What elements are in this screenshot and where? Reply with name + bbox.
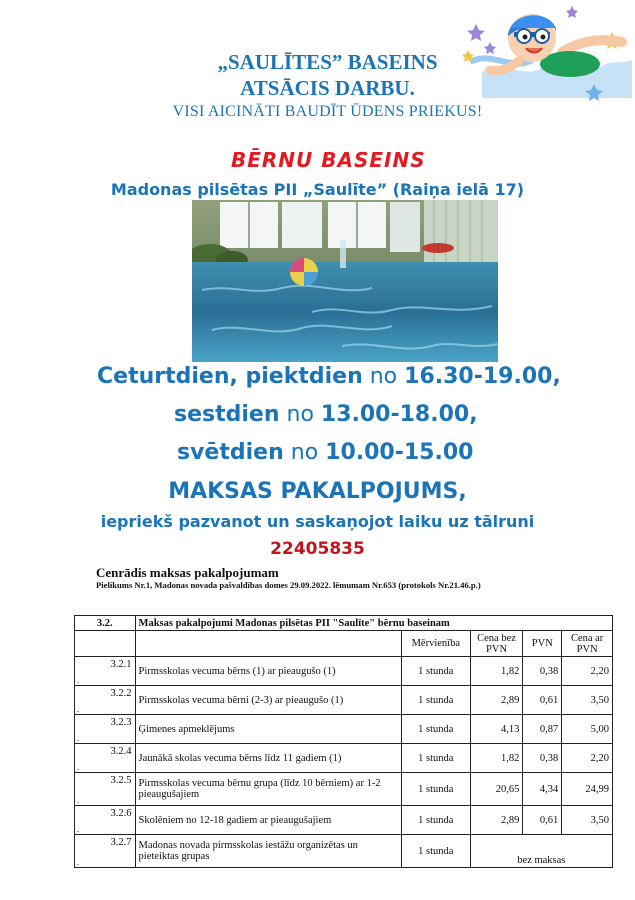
pool-title: BĒRNU BASEINS [231, 148, 426, 172]
row-unit: 1 stunda [401, 773, 470, 806]
row-number: 3.2.1 [110, 659, 132, 670]
pricelist-heading: Cenrādis maksas pakalpojumam [96, 565, 279, 580]
table-row: 3.2.2 . Pirmsskolas vecuma bērni (2-3) ar pieaugušo (1) 1 stunda 2,89 0,61 3,50 [75, 686, 613, 715]
schedule-days: svētdien [177, 440, 284, 465]
row-unit: 1 stunda [401, 806, 470, 835]
swimmer-illustration [462, 2, 634, 102]
paid-service-title: MAKSAS PAKALPOJUMS, [168, 479, 467, 504]
pool-address: Madonas pilsētas PII „Saulīte” (Raiņa ielā 17) [110, 180, 525, 199]
section-title: Maksas pakalpojumi Madonas pilsētas PII "Saulīte" bērnu baseinam [135, 616, 612, 631]
row-name: Ģimenes apmeklējums [135, 715, 401, 744]
row-number: 3.2.5 [110, 775, 132, 786]
column-header: Cena bez PVN [470, 631, 523, 657]
table-row: 3.2.4 . Jaunākā skolas vecuma bērns līdz 11 gadiem (1) 1 stunda 1,82 0,38 2,20 [75, 744, 613, 773]
row-net-price: 1,82 [470, 744, 523, 773]
row-gross-price: 5,00 [562, 715, 613, 744]
row-number: 3.2.7 [110, 837, 132, 848]
table-row: 3.2.6 . Skolēniem no 12-18 gadiem ar pieaugušajiem 1 stunda 2,89 0,61 3,50 [75, 806, 613, 835]
column-header: Cena ar PVN [562, 631, 613, 657]
row-name: Madonas novada pirmsskolas iestāžu organizētas un pieteiktas grupas [135, 835, 401, 868]
schedule-from: no [369, 364, 398, 389]
column-header: PVN [523, 631, 562, 657]
table-row: 3.2.1 . Pirmsskolas vecuma bērns (1) ar pieaugušo (1) 1 stunda 1,82 0,38 2,20 [75, 657, 613, 686]
row-net-price: 20,65 [470, 773, 523, 806]
row-net-price: 1,82 [470, 657, 523, 686]
schedule-from: no [290, 440, 319, 465]
row-gross-price: 3,50 [562, 686, 613, 715]
row-name: Skolēniem no 12-18 gadiem ar pieaugušajiem [135, 806, 401, 835]
row-name: Pirmsskolas vecuma bērns (1) ar pieaugušo (1) [135, 657, 401, 686]
row-unit: 1 stunda [401, 744, 470, 773]
schedule-days: Ceturtdien, piektdien [97, 364, 363, 389]
row-unit: 1 stunda [401, 657, 470, 686]
schedule-time: 10.00-15.00 [325, 440, 474, 465]
phone-number: 22405835 [270, 539, 365, 559]
headline-line2: ATSĀCIS DARBU. [240, 76, 415, 100]
row-unit: 1 stunda [401, 686, 470, 715]
row-vat: 0,87 [523, 715, 562, 744]
call-instruction: iepriekš pazvanot un saskaņojot laiku uz tālruni [100, 512, 535, 531]
table-row: 3.2.3 . Ģimenes apmeklējums 1 stunda 4,13 0,87 5,00 [75, 715, 613, 744]
section-number: 3.2. [75, 616, 136, 631]
row-name: Pirmsskolas vecuma bērnu grupa (līdz 10 bērniem) ar 1-2 pieaugušajiem [135, 773, 401, 806]
row-net-price: 2,89 [470, 686, 523, 715]
row-gross-price: 2,20 [562, 657, 613, 686]
row-gross-price: 24,99 [562, 773, 613, 806]
row-unit: 1 stunda [401, 715, 470, 744]
row-number: 3.2.6 [110, 808, 132, 819]
table-row: 3.2.5 . Pirmsskolas vecuma bērnu grupa (līdz 10 bērniem) ar 1-2 pieaugušajiem 1 stunda 20,65 4,34 24,99 [75, 773, 613, 806]
row-vat: 0,38 [523, 744, 562, 773]
row-net-price: 2,89 [470, 806, 523, 835]
schedule-sunday [177, 440, 473, 465]
row-vat: 0,61 [523, 686, 562, 715]
row-vat: 0,61 [523, 806, 562, 835]
schedule-time: 16.30-19.00, [404, 364, 561, 389]
headline-line1: „SAULĪTES” BASEINS [217, 50, 438, 74]
column-header: Mērvienība [401, 631, 470, 657]
row-net-price: 4,13 [470, 715, 523, 744]
table-row: 3.2.7 . Madonas novada pirmsskolas iestāžu organizētas un pieteiktas grupas 1 stunda bez maksas [75, 835, 613, 868]
row-name: Pirmsskolas vecuma bērni (2-3) ar pieaugušo (1) [135, 686, 401, 715]
row-gross-price: 2,20 [562, 744, 613, 773]
schedule-from: no [286, 402, 314, 427]
row-name: Jaunākā skolas vecuma bērns līdz 11 gadiem (1) [135, 744, 401, 773]
row-vat: 0,38 [523, 657, 562, 686]
row-gross-price: 3,50 [562, 806, 613, 835]
schedule-saturday [174, 402, 478, 427]
row-vat: 4,34 [523, 773, 562, 806]
headline-line3: VISI AICINĀTI BAUDĪT ŪDENS PRIEKUS! [172, 103, 483, 120]
schedule-days: sestdien [174, 402, 280, 427]
schedule-time: 13.00-18.00, [320, 402, 478, 427]
pricelist-subheading: Pielikums Nr.1, Madonas novada pašvaldības domes 29.09.2022. lēmumam Nr.653 (protokols Nr.21.46.p.) [96, 580, 481, 590]
price-table [74, 615, 613, 868]
row-number: 3.2.3 [110, 717, 132, 728]
row-number: 3.2.2 [110, 688, 132, 699]
schedule-weekdays [97, 364, 561, 389]
row-unit: 1 stunda [401, 835, 470, 868]
row-free-label: bez maksas [470, 835, 612, 868]
pool-photo [192, 200, 498, 362]
row-number: 3.2.4 [110, 746, 132, 757]
